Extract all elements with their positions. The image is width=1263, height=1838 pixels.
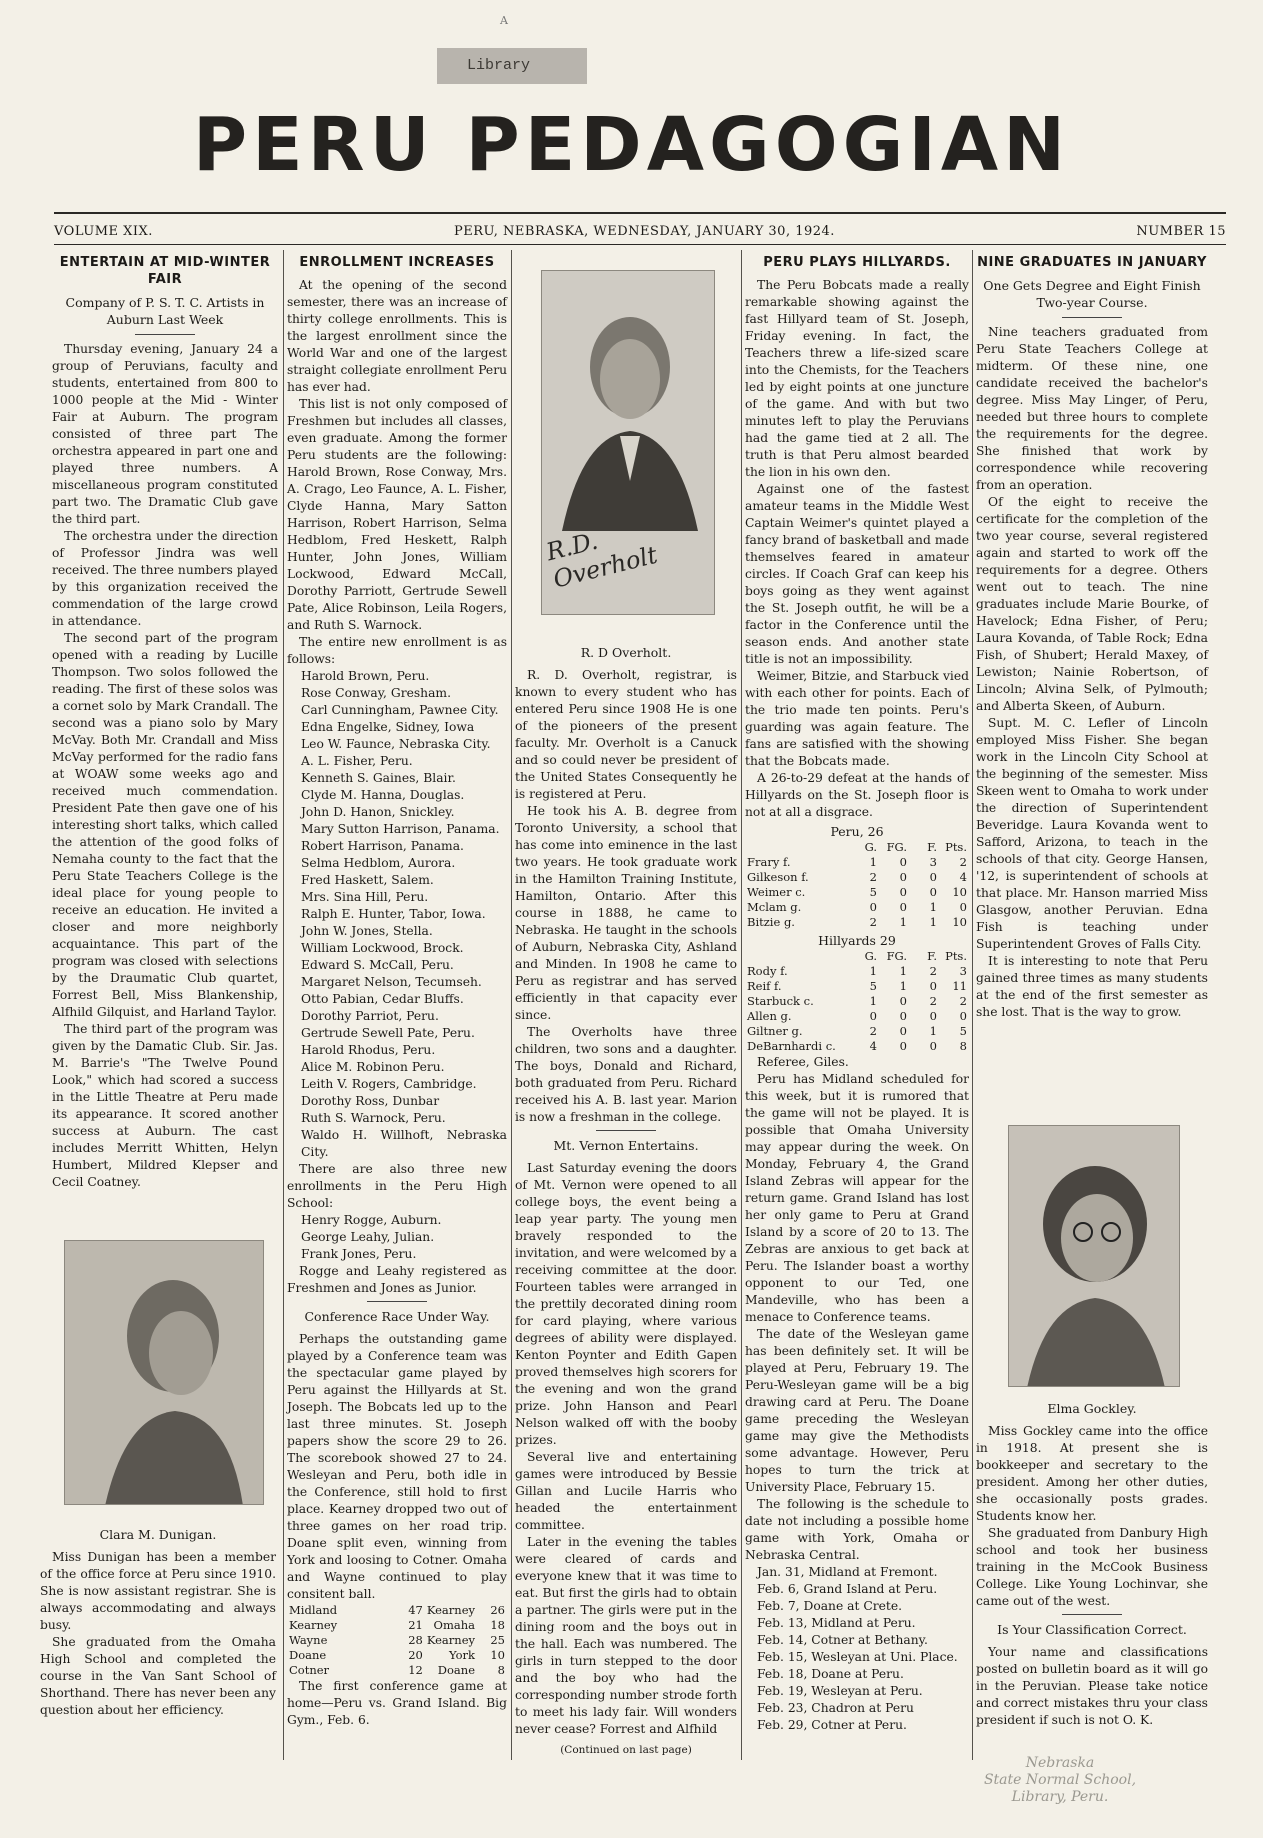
- column-header: FG.: [886, 949, 907, 963]
- enrollment-entry: Otto Pabian, Cedar Bluffs.: [301, 992, 464, 1006]
- table-row: [745, 1024, 969, 1039]
- table-cell: Kearney: [426, 1633, 475, 1647]
- article-enrollment: [287, 254, 507, 1729]
- column-header: FG.: [886, 840, 907, 854]
- table-cell: 3: [959, 964, 967, 978]
- volume: VOLUME XIX.: [54, 224, 153, 239]
- enrollment-entry: A. L. Fisher, Peru.: [301, 754, 413, 768]
- enrollment-entry: Edward S. McCall, Peru.: [301, 958, 454, 972]
- table-cell: 12: [408, 1663, 423, 1677]
- paragraph: Thursday evening, January 24 a group of Peruvians, faculty and students, entertained from 800 to 1000 people at the Mid - Winter Fair at Auburn. The program consisted of three part The orchestra appeared in part one and played three numbers. A miscellaneous program constituted part two. The Dramatic Club gave the third part.: [52, 342, 278, 526]
- enrollment-entry: Dorothy Ross, Dunbar: [301, 1094, 440, 1108]
- enrollment-entry: Selma Hedblom, Aurora.: [301, 856, 456, 870]
- table-cell: 0: [899, 855, 907, 869]
- paragraph: R. D. Overholt, registrar, is known to every student who has entered Peru since 1908 He is one of the pioneers of the present faculty. Mr. Overholt is a Canuck and so could never be president of the United States Consequently he is registered at Peru.: [515, 668, 737, 801]
- enrollment-entry: John D. Hanon, Snickley.: [301, 805, 455, 819]
- table-cell: 0: [899, 994, 907, 1008]
- headline-mt-vernon: Mt. Vernon Entertains.: [553, 1138, 699, 1153]
- photo-elma-gockley: [1008, 1125, 1180, 1387]
- enrollment-entry: Alice M. Robinon Peru.: [301, 1060, 445, 1074]
- paragraph: Your name and classifications posted on bulletin board as it will go in the Peruvian. Please take notice and correct mistakes thru your class president if such is not O. K.: [976, 1645, 1208, 1727]
- enrollment-entry: Edna Engelke, Sidney, Iowa: [301, 720, 475, 734]
- paragraph: The first conference game at home—Peru vs. Grand Island. Big Gym., Feb. 6.: [287, 1679, 507, 1727]
- enrollment-entry: Leith V. Rogers, Cambridge.: [301, 1077, 477, 1091]
- paragraph: Nine teachers graduated from Peru State Teachers College at midterm. Of these nine, one candidate received the bachelor's degree. Miss May Linger, of Peru, needed but three hours to complete the requirements for the degree. She finished that work by correspondence while recovering from an operation.: [976, 325, 1208, 492]
- table-cell: Weimer c.: [747, 885, 806, 899]
- table-cell: 0: [929, 885, 937, 899]
- high-school-list: [301, 1212, 507, 1263]
- table-cell: 4: [959, 870, 967, 884]
- table-cell: Kearney: [289, 1618, 338, 1632]
- column-divider: [511, 250, 512, 1760]
- table-cell: Bitzie g.: [747, 915, 795, 929]
- column-header: Pts.: [945, 840, 967, 854]
- enrollment-entry: Ruth S. Warnock, Peru.: [301, 1111, 446, 1125]
- article-overholt: [515, 636, 737, 1765]
- subrule: [367, 1301, 427, 1302]
- paragraph: The third part of the program was given by the Damatic Club. Sir. Jas. M. Barrie's "The Twelve Pound Look," which had scored a success in the Little Theatre at Peru made its appearance. It scored another success at Auburn. The cast includes Merritt Whitten, Helyn Humbert, Mildred Klepser and Cecil Coatney.: [52, 1022, 278, 1189]
- paragraph: Perhaps the outstanding game played by a Conference team was the spectacular game played by Peru against the Hillyards at St. Joseph. The Bobcats led up to the last three minutes. St. Joseph papers show the score 29 to 26. The scorebook showed 27 to 24. Wesleyan and Peru, both idle in the Conference, still hold to first place. Kearney dropped two out of three games on her road trip. Doane split even, winning from York and loosing to Cotner. Omaha and Wayne continued to play consitent ball.: [287, 1332, 507, 1601]
- paragraph: The Overholts have three children, two sons and a daughter. The boys, Donald and Richard, both graduated from Peru. Richard received his A. B. last year. Marion is now a freshman in the college.: [515, 1025, 737, 1124]
- paragraph: The orchestra under the direction of Professor Jindra was well received. The three numbers played by this organization received the commendation of the large crowd in attendance.: [52, 529, 278, 628]
- column-divider: [283, 250, 284, 1760]
- paragraph: Rogge and Leahy registered as Freshmen and Jones as Junior.: [287, 1264, 507, 1295]
- table-cell: 0: [869, 1009, 877, 1023]
- table-cell: Omaha: [433, 1618, 475, 1632]
- schedule-entry: Feb. 6, Grand Island at Peru.: [757, 1582, 938, 1596]
- table-cell: 2: [929, 994, 937, 1008]
- table-cell: 1: [869, 964, 877, 978]
- schedule-entry: Feb. 19, Wesleyan at Peru.: [757, 1684, 923, 1698]
- table-row: [287, 1633, 507, 1648]
- column-divider: [972, 250, 973, 1760]
- table-cell: 10: [952, 915, 967, 929]
- conference-scores-table: [287, 1603, 507, 1678]
- photo-rd-overholt: [541, 270, 715, 615]
- enrollment-entry: Rose Conway, Gresham.: [301, 686, 451, 700]
- enrollment-entry: Gertrude Sewell Pate, Peru.: [301, 1026, 475, 1040]
- table-row: [745, 964, 969, 979]
- schedule-entry: Feb. 13, Midland at Peru.: [757, 1616, 916, 1630]
- column-header: Pts.: [945, 949, 967, 963]
- table-cell: 5: [869, 979, 877, 993]
- table-cell: 21: [408, 1618, 423, 1632]
- table-cell: Starbuck c.: [747, 994, 814, 1008]
- masthead: PERU PEDAGOGIAN: [192, 102, 1071, 188]
- table-cell: 1: [929, 1024, 937, 1038]
- enrollment-entry: Clyde M. Hanna, Douglas.: [301, 788, 465, 802]
- table-cell: Mclam g.: [747, 900, 802, 914]
- table-cell: 0: [899, 900, 907, 914]
- paragraph: A 26-to-29 defeat at the hands of Hillyards on the St. Joseph floor is not at all a disgrace.: [745, 771, 969, 819]
- table-cell: 1: [929, 915, 937, 929]
- table-cell: 0: [869, 900, 877, 914]
- dateline: PERU, NEBRASKA, WEDNESDAY, JANUARY 30, 1924.: [454, 224, 835, 239]
- table-cell: 10: [490, 1648, 505, 1662]
- continued-note: (Continued on last page): [560, 1744, 692, 1756]
- table-cell: 8: [959, 1039, 967, 1053]
- table-cell: 1: [899, 979, 907, 993]
- enrollment-entry: Mary Sutton Harrison, Panama.: [301, 822, 500, 836]
- table-cell: 1: [869, 855, 877, 869]
- rule-dateline: [54, 244, 1226, 245]
- column-header: G.: [864, 840, 877, 854]
- enrollment-entry: Mrs. Sina Hill, Peru.: [301, 890, 429, 904]
- table-cell: Doane: [437, 1663, 475, 1677]
- table-cell: Cotner: [289, 1663, 330, 1677]
- table-cell: 1: [869, 994, 877, 1008]
- table-cell: 47: [408, 1603, 423, 1617]
- paragraph: At the opening of the second semester, there was an increase of thirty college enrollments. This is the largest enrollment since the World War and one of the largest straight collegiate enrollment Peru has ever had.: [287, 278, 507, 394]
- headline: PERU PLAYS HILLYARDS.: [763, 255, 951, 270]
- portrait-icon: [65, 1241, 264, 1505]
- table-cell: 0: [959, 1009, 967, 1023]
- library-stamp: Library: [437, 48, 587, 84]
- stamp-line: Library, Peru.: [1011, 1789, 1109, 1805]
- article-dunigan: [40, 1518, 276, 1719]
- table-cell: 4: [869, 1039, 877, 1053]
- table-cell: Allen g.: [747, 1009, 792, 1023]
- column-header: G.: [864, 949, 877, 963]
- issue-number: NUMBER 15: [1136, 224, 1226, 239]
- table-row: [287, 1663, 507, 1678]
- box-score-title-peru: Peru, 26: [830, 824, 884, 839]
- table-cell: 2: [959, 855, 967, 869]
- table-cell: 18: [490, 1618, 505, 1632]
- stamp-line: State Normal School,: [983, 1772, 1137, 1788]
- table-cell: 3: [929, 855, 937, 869]
- article-mid-winter-fair: [52, 254, 278, 1191]
- table-cell: 2: [869, 870, 877, 884]
- photo-caption: R. D Overholt.: [580, 645, 672, 660]
- enrollment-list: [301, 668, 507, 1161]
- enrollment-entry: Dorothy Parriot, Peru.: [301, 1009, 439, 1023]
- table-row: [745, 1039, 969, 1054]
- photo-caption: Elma Gockley.: [1047, 1401, 1137, 1416]
- table-cell: Kearney: [426, 1603, 475, 1617]
- table-row: [287, 1603, 507, 1618]
- headline: NINE GRADUATES IN JANUARY: [977, 255, 1207, 270]
- table-cell: Frary f.: [747, 855, 791, 869]
- schedule-entry: Feb. 23, Chadron at Peru: [757, 1701, 914, 1715]
- table-cell: 0: [899, 1024, 907, 1038]
- schedule-entry: Feb. 14, Cotner at Bethany.: [757, 1633, 928, 1647]
- photo-clara-dunigan: [64, 1240, 264, 1505]
- table-cell: 2: [959, 994, 967, 1008]
- rule-top: [54, 212, 1226, 214]
- paragraph: Miss Dunigan has been a member of the office force at Peru since 1910. She is now assistant registrar. She is always accommodating and always busy.: [40, 1550, 276, 1632]
- table-cell: 0: [959, 900, 967, 914]
- paragraph: He took his A. B. degree from Toronto University, a school that has come into eminence in the last two years. He took graduate work in the Hamilton Training Institute, Hamilton, Ontario. After this course in 1888, he came to Nebraska. He taught in the schools of Auburn, Nebraska City, Ashland and Minden. In 1908 he came to Peru as registrar and has served efficiently in that capacity ever since.: [515, 804, 737, 1022]
- schedule-entry: Feb. 18, Doane at Peru.: [757, 1667, 904, 1681]
- subrule: [1062, 317, 1122, 318]
- table-cell: 11: [952, 979, 967, 993]
- box-score-title-hillyards: Hillyards 29: [818, 933, 896, 948]
- library-stamp-bottom: [970, 1755, 1150, 1806]
- table-header: [745, 949, 969, 964]
- portrait-icon: [1009, 1126, 1180, 1387]
- table-cell: 2: [869, 915, 877, 929]
- paragraph: There are also three new enrollments in the Peru High School:: [287, 1162, 507, 1210]
- article-gockley: [976, 1392, 1208, 1729]
- signature: R.D. Overholt: [543, 526, 661, 594]
- paragraph: Of the eight to receive the certificate for the completion of the two year course, several registered again and started to work off the requirements for a degree. Others went out to teach. The nine graduates include Marie Bourke, of Havelock; Edna Fisher, of Peru; Laura Kovanda, of Table Rock; Edna Fish, of Shubert; Herald Maxey, of Lewiston; Nainie Robertson, of Lincoln; Alvina Selk, of Pylmouth; and Alberta Skeen, of Auburn.: [976, 495, 1208, 713]
- table-cell: Rody f.: [747, 964, 788, 978]
- enrollment-entry: Fred Haskett, Salem.: [301, 873, 434, 887]
- column-header: F.: [927, 840, 937, 854]
- table-cell: Midland: [289, 1603, 338, 1617]
- table-row: [745, 994, 969, 1009]
- table-cell: 1: [929, 900, 937, 914]
- schedule-entry: Feb. 7, Doane at Crete.: [757, 1599, 903, 1613]
- subheadline: Company of P. S. T. C. Artists in Auburn Last Week: [65, 295, 265, 327]
- enrollment-entry: Kenneth S. Gaines, Blair.: [301, 771, 456, 785]
- subrule: [1062, 1614, 1122, 1615]
- column-header: F.: [927, 949, 937, 963]
- table-row: [745, 915, 969, 930]
- paragraph: Several live and entertaining games were introduced by Bessie Gillan and Lucile Harris who headed the entertainment committee.: [515, 1450, 737, 1532]
- table-cell: 0: [929, 979, 937, 993]
- article-hillyards: [745, 254, 969, 1734]
- paragraph: The following is the schedule to date not including a possible home game with York, Omaha or Nebraska Central.: [745, 1497, 969, 1562]
- enrollment-entry: Henry Rogge, Auburn.: [301, 1213, 442, 1227]
- enrollment-entry: Frank Jones, Peru.: [301, 1247, 417, 1261]
- table-cell: Giltner g.: [747, 1024, 803, 1038]
- paragraph: Peru has Midland scheduled for this week, but it is rumored that the game will not be played. It is possible that Omaha University may appear during the week. On Monday, February 4, the Grand Island Zebras will appear for the return game. Grand Island has lost her only game to Peru at Grand Island by a score of 20 to 13. The Zebras are anxious to get back at Peru. The Islander boast a worthy opponent to our Ted, one Mandeville, who has been a menace to Conference teams.: [745, 1072, 969, 1324]
- table-cell: 0: [899, 1039, 907, 1053]
- enrollment-entry: Ralph E. Hunter, Tabor, Iowa.: [301, 907, 486, 921]
- table-row: [745, 885, 969, 900]
- paragraph: This list is not only composed of Freshmen but includes all classes, even graduate. Among the former Peru students are the following: Harold Brown, Rose Conway, Mrs. A. Crago, Leo Faunce, A. L. Fisher, Clyde Hanna, Mary Satton Harrison, Robert Harrison, Selma Hedblom, Fred Heskett, Ralph Hunter, John Jones, William Lockwood, Edward McCall, Dorothy Parriott, Gertrude Sewell Pate, Alice Robinson, Leila Rogers, and Ruth S. Warnock.: [287, 397, 507, 632]
- table-cell: 10: [952, 885, 967, 899]
- referee: Referee, Giles.: [757, 1055, 849, 1069]
- subrule: [596, 1130, 656, 1131]
- table-cell: 5: [959, 1024, 967, 1038]
- enrollment-entry: Leo W. Faunce, Nebraska City.: [301, 737, 491, 751]
- table-cell: 28: [408, 1633, 423, 1647]
- paragraph: Weimer, Bitzie, and Starbuck vied with each other for points. Each of the trio made ten points. Peru's guarding was again feature. The fans are satisfied with the showing that the Bobcats made.: [745, 669, 969, 768]
- table-cell: 0: [929, 870, 937, 884]
- enrollment-entry: Robert Harrison, Panama.: [301, 839, 464, 853]
- paragraph: Against one of the fastest amateur teams in the Middle West Captain Weimer's quintet played a fancy brand of basketball and made themselves feared in amateur circles. If Coach Graf can keep his boys going as they went against the St. Joseph outfit, he will be a factor in the Conference until the season ends. And another state title is not an impossibility.: [745, 482, 969, 666]
- paragraph: It is interesting to note that Peru gained three times as many students at the end of the first semester as she lost. That is the way to grow.: [976, 954, 1208, 1019]
- table-cell: York: [449, 1648, 475, 1662]
- table-cell: 0: [899, 885, 907, 899]
- subrule: [135, 334, 195, 335]
- table-row: [287, 1648, 507, 1663]
- table-cell: 25: [490, 1633, 505, 1647]
- table-cell: 2: [869, 1024, 877, 1038]
- paragraph: Miss Gockley came into the office in 1918. At present she is bookkeeper and secretary to the president. Among her other duties, she occasionally posts grades. Students know her.: [976, 1424, 1208, 1523]
- table-row: [745, 900, 969, 915]
- headline-conference-race: Conference Race Under Way.: [304, 1309, 490, 1324]
- subheadline: One Gets Degree and Eight Finish Two-year Course.: [983, 278, 1201, 310]
- enrollment-entry: Harold Brown, Peru.: [301, 669, 430, 683]
- enrollment-entry: Harold Rhodus, Peru.: [301, 1043, 436, 1057]
- paragraph: The entire new enrollment is as follows:: [287, 635, 507, 666]
- box-score-hillyards: [745, 949, 969, 1054]
- enrollment-entry: Waldo H. Willhoft, Nebraska City.: [301, 1128, 507, 1159]
- table-cell: 2: [929, 964, 937, 978]
- table-row: [745, 1009, 969, 1024]
- enrollment-entry: William Lockwood, Brock.: [301, 941, 464, 955]
- schedule-entry: Jan. 31, Midland at Fremont.: [757, 1565, 938, 1579]
- enrollment-entry: Margaret Nelson, Tecumseh.: [301, 975, 482, 989]
- table-cell: 0: [929, 1039, 937, 1053]
- table-cell: 0: [929, 1009, 937, 1023]
- table-cell: Reif f.: [747, 979, 782, 993]
- column-divider: [741, 250, 742, 1760]
- table-cell: 0: [899, 1009, 907, 1023]
- table-row: [745, 979, 969, 994]
- table-cell: 20: [408, 1648, 423, 1662]
- enrollment-entry: Carl Cunningham, Pawnee City.: [301, 703, 499, 717]
- table-row: [745, 870, 969, 885]
- dateline-bar: [54, 222, 1226, 242]
- table-row: [287, 1618, 507, 1633]
- table-cell: Wayne: [289, 1633, 328, 1647]
- table-cell: Gilkeson f.: [747, 870, 809, 884]
- paragraph: She graduated from Danbury High school and took her business training in the McCook Business College. Like Young Lochinvar, she came out of the west.: [976, 1526, 1208, 1608]
- paragraph: The date of the Wesleyan game has been definitely set. It will be played at Peru, February 19. The Peru-Wesleyan game will be a big drawing card at Peru. The Doane game preceding the Wesleyan game may give the Methodists some advantage. However, Peru hopes to turn the trick at University Place, February 15.: [745, 1327, 969, 1494]
- paragraph: Last Saturday evening the doors of Mt. Vernon were opened to all college boys, the event being a leap year party. The young men bravely responded to the invitation, and were welcomed by a receiving committee at the door. Fourteen tables were arranged in the prettily decorated dining room for card playing, where various degrees of ability were displayed. Kenton Poynter and Edith Gapen proved themselves high scorers for the evening and won the grand prize. John Hanson and Pearl Nelson walked off with the booby prizes.: [515, 1161, 737, 1447]
- article-graduates: [976, 254, 1208, 1021]
- top-mark: A: [500, 14, 508, 27]
- paragraph: The Peru Bobcats made a really remarkable showing against the fast Hillyard team of St. Joseph, Friday evening. In fact, the Teachers threw a life-sized scare into the Chemists, for the Teachers led by eight points at one juncture of the game. And with but two minutes left to play the Peruvians had the game tied at 2 all. The truth is that Peru almost bearded the lion in his own den.: [745, 278, 969, 479]
- schedule-entry: Feb. 29, Cotner at Peru.: [757, 1718, 907, 1732]
- table-cell: DeBarnhardi c.: [747, 1039, 836, 1053]
- table-cell: 26: [490, 1603, 505, 1617]
- paragraph: Supt. M. C. Lefler of Lincoln employed Miss Fisher. She began work in the Lincoln City School at the beginning of the semester. Miss Skeen went to Omaha to work under the direction of Superintendent Beveridge. Laura Kovanda went to Safford, Arizona, to teach in the schools of that city. George Hansen, '12, is superintendent of schools at that place. Mr. Hanson married Miss Glasgow, another Peruvian. Edna Fish is teaching under Superintendent Groves of Falls City.: [976, 716, 1208, 951]
- paragraph: Later in the evening the tables were cleared of cards and everyone knew that it was time to eat. But first the girls had to obtain a partner. The girls were put in the dining room and the boys out in the hall. Each was numbered. The girls in turn stepped to the door and the boy who had the corresponding number strode forth to meet his lady fair. Will wonders never cease? Forrest and Alfhild: [515, 1535, 737, 1736]
- table-cell: Doane: [289, 1648, 327, 1662]
- paragraph: She graduated from the Omaha High School and completed the course in the Van Sant School of Shorthand. There has never been any question about her efficiency.: [40, 1635, 276, 1717]
- table-header: [745, 840, 969, 855]
- table-row: [745, 855, 969, 870]
- table-cell: 8: [497, 1663, 505, 1677]
- enrollment-entry: George Leahy, Julian.: [301, 1230, 435, 1244]
- table-cell: 5: [869, 885, 877, 899]
- paragraph: The second part of the program opened with a reading by Lucille Thompson. Two solos followed the reading. The first of these solos was a cornet solo by Mark Crandall. The second was a piano solo by Mary McVay. Both Mr. Crandall and Miss McVay performed for the radio fans at WOAW some weeks ago and received much commendation. President Pate then gave one of his interesting short talks, which called the attention of the good folks of Nemaha county to the fact that the Peru State Teachers College is the ideal place for young people to receive an education. He invited a closer and more neighborly acquaintance. This part of the program was closed with selections by the Draumatic Club quartet, Forrest Bell, Miss Blankenship, Alfhild Gilquist, and Harland Taylor.: [52, 631, 278, 1019]
- headline-classification: Is Your Classification Correct.: [997, 1622, 1187, 1637]
- box-score-peru: [745, 840, 969, 930]
- table-cell: 0: [899, 870, 907, 884]
- table-cell: 1: [899, 915, 907, 929]
- schedule-entry: Feb. 15, Wesleyan at Uni. Place.: [757, 1650, 958, 1664]
- schedule-list: [757, 1564, 969, 1734]
- photo-caption: Clara M. Dunigan.: [99, 1527, 217, 1542]
- enrollment-entry: John W. Jones, Stella.: [301, 924, 433, 938]
- stamp-line: Nebraska: [1025, 1755, 1095, 1771]
- headline: ENTERTAIN AT MID-WINTER FAIR: [59, 255, 271, 287]
- table-cell: 1: [899, 964, 907, 978]
- headline: ENROLLMENT INCREASES: [299, 255, 495, 270]
